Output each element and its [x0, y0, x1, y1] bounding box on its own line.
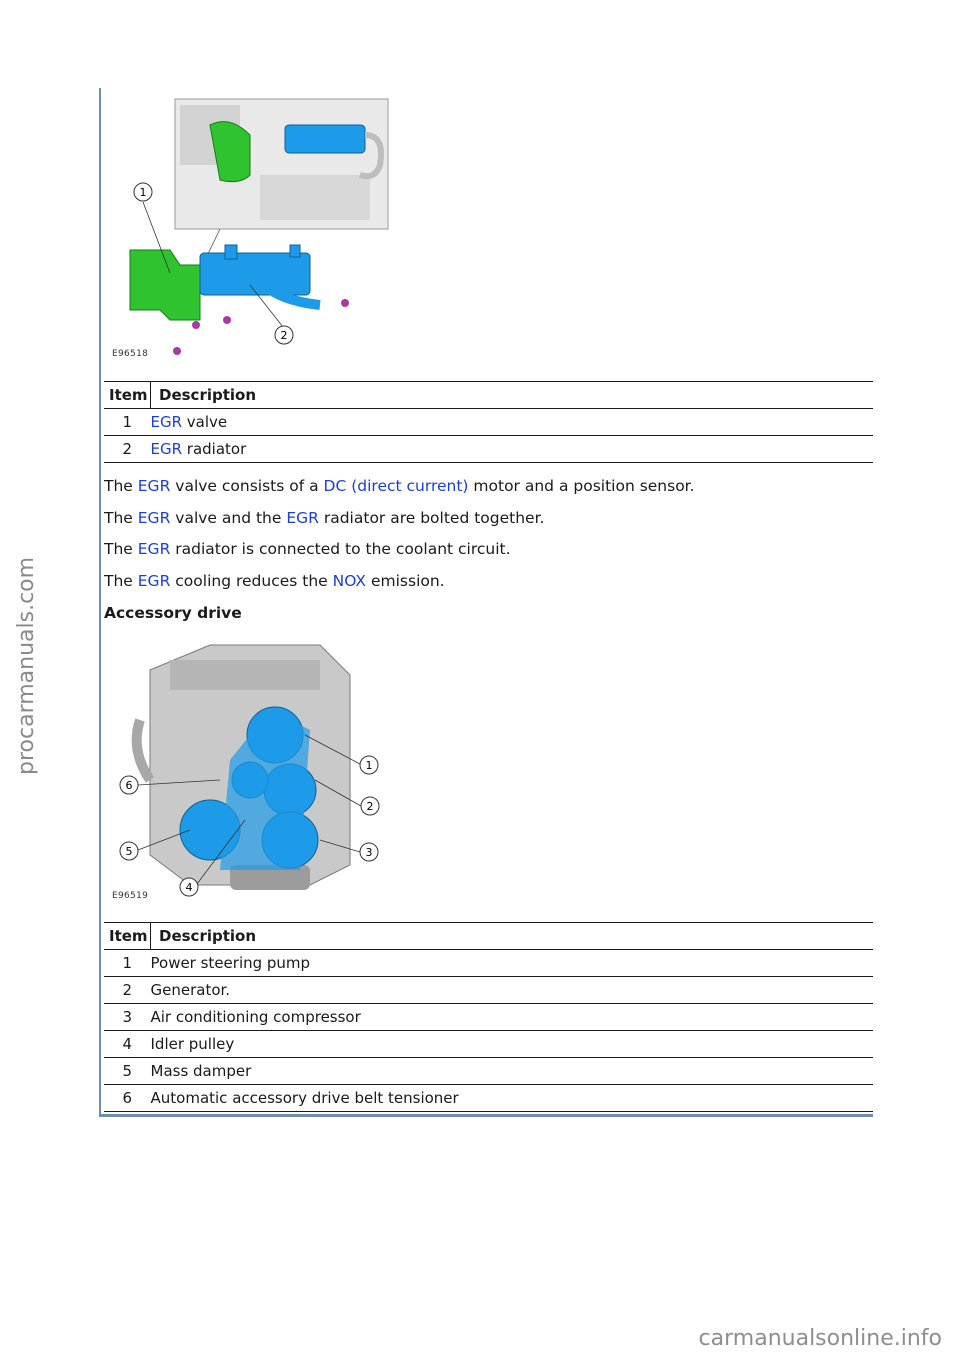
item-description: [151, 409, 874, 436]
text: cooling reduces the: [170, 572, 333, 590]
dc-link[interactable]: DC (direct current): [323, 477, 469, 495]
table-header-row: [104, 382, 873, 409]
page-frame-left: [99, 88, 101, 1116]
paragraph-1: [104, 476, 695, 496]
text: The: [104, 477, 138, 495]
text: valve consists of a: [170, 477, 324, 495]
callout-2: 2: [366, 800, 374, 813]
text: The: [104, 509, 138, 527]
description-text: radiator: [182, 440, 247, 458]
watermark-bottom: carmanualsonline.info: [698, 1326, 942, 1351]
item-number: 1: [104, 409, 151, 436]
item-number: 6: [104, 1085, 151, 1112]
text: The: [104, 540, 138, 558]
text: radiator are bolted together.: [318, 509, 545, 527]
table-row: [104, 436, 873, 463]
callout-1: 1: [139, 186, 147, 199]
header-description: Description: [151, 923, 874, 950]
egr-illustration: [110, 95, 410, 365]
callout-3: 3: [365, 846, 373, 859]
item-description: Power steering pump: [151, 950, 874, 977]
item-number: 5: [104, 1058, 151, 1085]
item-number: 1: [104, 950, 151, 977]
accessory-drive-illustration: [110, 640, 400, 905]
description-text: valve: [182, 413, 228, 431]
item-description: Generator.: [151, 977, 874, 1004]
item-description: [151, 436, 874, 463]
table-row: [104, 409, 873, 436]
egr-link[interactable]: EGR: [137, 572, 171, 590]
callout-6: 6: [125, 779, 133, 792]
egr-link[interactable]: EGR: [137, 540, 171, 558]
text: The: [104, 572, 138, 590]
watermark-vertical-text: procarmanuals.com: [14, 556, 39, 775]
paragraph-2: [104, 508, 544, 528]
egr-link[interactable]: EGR: [286, 509, 319, 527]
item-description: Mass damper: [151, 1058, 874, 1085]
egr-link[interactable]: EGR: [137, 509, 171, 527]
item-description: Automatic accessory drive belt tensioner: [151, 1085, 874, 1112]
table-row: [104, 977, 873, 1004]
callout-2: 2: [280, 329, 288, 342]
table-row: [104, 1031, 873, 1058]
accessory-items-table: [104, 922, 873, 1112]
section-heading: Accessory drive: [104, 604, 242, 622]
text: emission.: [366, 572, 445, 590]
accessory-drive-figure: [110, 640, 400, 905]
figure-code: E96518: [112, 349, 149, 359]
item-number: 4: [104, 1031, 151, 1058]
item-number: 2: [104, 436, 151, 463]
table-row: [104, 950, 873, 977]
egr-link[interactable]: EGR: [150, 440, 183, 458]
item-number: 3: [104, 1004, 151, 1031]
text: motor and a position sensor.: [468, 477, 695, 495]
watermark-vertical: [14, 556, 44, 775]
header-item: Item: [104, 382, 151, 409]
callout-4: 4: [185, 881, 193, 894]
paragraph-4: [104, 571, 445, 591]
header-description: Description: [151, 382, 874, 409]
table-row: [104, 1085, 873, 1112]
table-header-row: [104, 923, 873, 950]
item-number: 2: [104, 977, 151, 1004]
paragraph-3: [104, 539, 511, 559]
table-row: [104, 1058, 873, 1085]
egr-figure: [110, 95, 410, 365]
header-item: Item: [104, 923, 151, 950]
nox-link[interactable]: NOX: [332, 572, 367, 590]
table-row: [104, 1004, 873, 1031]
egr-items-table: [104, 381, 873, 463]
item-description: Air conditioning compressor: [151, 1004, 874, 1031]
callout-1: 1: [365, 759, 373, 772]
item-description: Idler pulley: [151, 1031, 874, 1058]
page-frame-bottom: [99, 1114, 873, 1117]
text: valve and the: [170, 509, 287, 527]
figure-code: E96519: [112, 891, 149, 901]
egr-link[interactable]: EGR: [137, 477, 171, 495]
egr-link[interactable]: EGR: [150, 413, 183, 431]
callout-5: 5: [125, 845, 133, 858]
text: radiator is connected to the coolant circuit.: [170, 540, 511, 558]
